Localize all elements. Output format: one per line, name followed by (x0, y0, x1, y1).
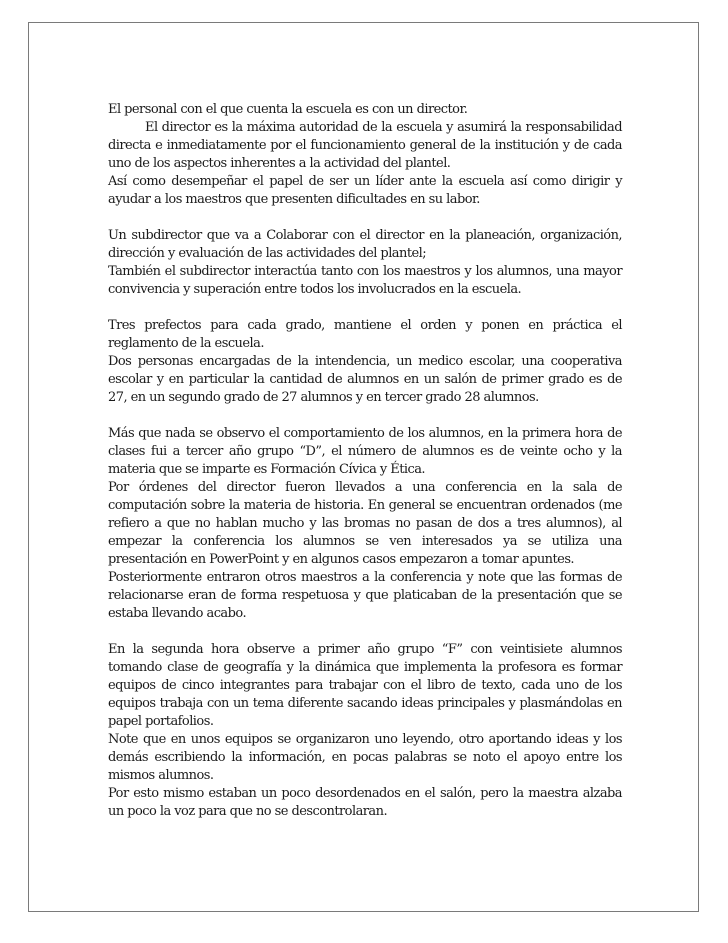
paragraph: También el subdirector interactúa tanto con los maestros y los alumnos, una mayor convivencia y superación entre todos los involucrados en la escuela. (108, 264, 622, 297)
paragraph: Más que nada se observo el comportamiento de los alumnos, en la primera hora de clases fui a tercer año grupo “D”, el número de alumnos es de veinte ocho y la materia que se imparte es Formación Cívica y Ética. (108, 426, 622, 477)
paragraph-spacer (108, 407, 622, 425)
paragraph: Tres prefectos para cada grado, mantiene el orden y ponen en práctica el reglamento de la escuela. (108, 318, 622, 351)
paragraph: En la segunda hora observe a primer año grupo “F” con veintisiete alumnos tomando clase de geografía y la dinámica que implementa la profesora es formar equipos de cinco integrantes para trabajar con el libro de texto, cada uno de los equipos trabaja con un tema diferente sacando ideas principales y plasmándolas en papel portafolios. (108, 642, 622, 729)
paragraph: Dos personas encargadas de la intendencia, un medico escolar, una cooperativa escolar y en particular la cantidad de alumnos en un salón de primer grado es de 27, en un segundo grado de 27 alumnos y en tercer grado 28 alumnos. (108, 354, 622, 405)
paragraph-spacer (108, 623, 622, 641)
paragraph: Así como desempeñar el papel de ser un líder ante la escuela así como dirigir y ayudar a los maestros que presenten dificultades en su labor. (108, 174, 622, 207)
paragraph-spacer (108, 299, 622, 317)
paragraph: El personal con el que cuenta la escuela es con un director. (108, 102, 468, 117)
document-body (108, 101, 622, 821)
paragraph: Note que en unos equipos se organizaron uno leyendo, otro aportando ideas y los demás escribiendo la información, en pocas palabras se noto el apoyo entre los mismos alumnos. (108, 732, 622, 783)
paragraph-spacer (108, 209, 622, 227)
paragraph: Posteriormente entraron otros maestros a la conferencia y note que las formas de relacionarse eran de forma respetuosa y que platicaban de la presentación que se estaba llevando acabo. (108, 570, 622, 621)
paragraph: Un subdirector que va a Colaborar con el director en la planeación, organización, dirección y evaluación de las actividades del plantel; (108, 228, 622, 261)
paragraph: Por órdenes del director fueron llevados a una conferencia en la sala de computación sobre la materia de historia. En general se encuentran ordenados (me refiero a que no hablan mucho y las bromas no pasan de dos a tres alumnos), al empezar la conferencia los alumnos se ven interesados ya se utiliza una presentación en PowerPoint y en algunos casos empezaron a tomar apuntes. (108, 480, 622, 567)
paragraph: Por esto mismo estaban un poco desordenados en el salón, pero la maestra alzaba un poco la voz para que no se descontrolaran. (108, 786, 622, 819)
paragraph: El director es la máxima autoridad de la escuela y asumirá la responsabilidad directa e inmediatamente por el funcionamiento general de la institución y de cada uno de los aspectos inherentes a la actividad del plantel. (108, 120, 622, 171)
